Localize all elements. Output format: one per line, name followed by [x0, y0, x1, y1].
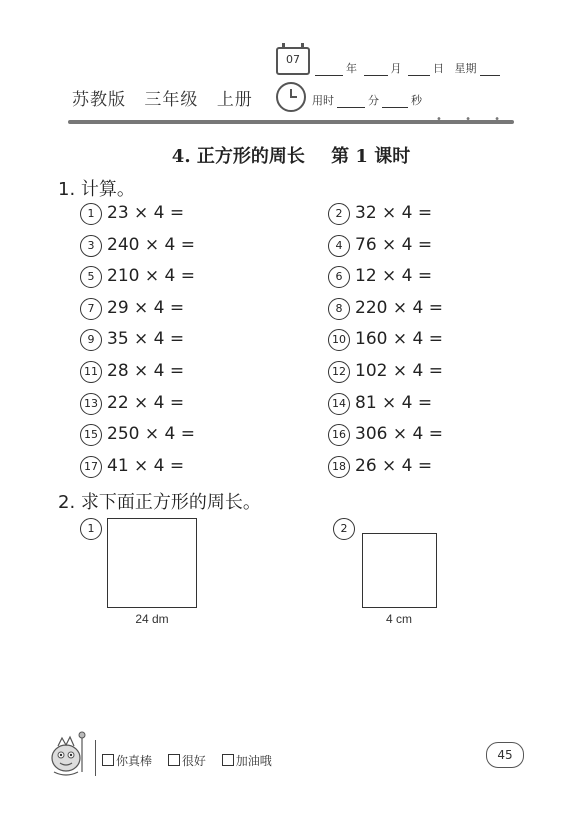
lesson-name: 4. 正方形的周长	[171, 146, 305, 167]
problem-item	[328, 329, 443, 351]
problem-expression: 35 × 4 =	[107, 329, 185, 350]
problem-item	[328, 361, 443, 383]
publisher-name: 苏教版	[72, 90, 126, 110]
minutes-label: 分	[368, 94, 379, 107]
problem-expression: 28 × 4 =	[107, 361, 185, 381]
problem-item	[80, 393, 184, 415]
problem-item	[328, 456, 432, 478]
problem-number: 18	[328, 456, 350, 478]
rating-option-great[interactable]	[102, 754, 152, 768]
question-1-heading: 1. 计算。	[58, 179, 135, 200]
problem-expression: 102 × 4 =	[355, 361, 443, 381]
problem-expression: 220 × 4 =	[355, 297, 443, 318]
square-2-number: 2	[333, 518, 355, 540]
problem-expression: 12 × 4 =	[355, 266, 433, 287]
grade-label: 三年级	[144, 90, 199, 110]
rating-label: 加油哦	[235, 754, 272, 768]
problem-number: 11	[80, 361, 102, 383]
publisher-line	[72, 85, 265, 110]
problem-expression: 29 × 4 =	[107, 297, 185, 318]
minutes-blank[interactable]	[337, 97, 365, 108]
problem-item	[80, 298, 184, 320]
square-2-side-label: 4 cm	[385, 612, 412, 626]
square-1-side-label: 24 dm	[135, 612, 169, 626]
month-blank[interactable]	[364, 65, 388, 76]
rating-label: 很好	[181, 754, 206, 768]
problem-item	[80, 235, 195, 257]
page-number: 45	[486, 742, 524, 768]
problem-expression: 81 × 4 =	[355, 392, 433, 413]
problem-number: 4	[328, 235, 350, 257]
problem-item	[328, 424, 443, 446]
mascot-icon	[44, 728, 92, 780]
problem-number: 1	[80, 203, 102, 225]
problem-item	[80, 329, 184, 351]
problem-number: 13	[80, 393, 102, 415]
square-1-label	[80, 518, 107, 540]
date-fill-line	[312, 60, 503, 76]
problem-number: 6	[328, 266, 350, 288]
problem-item	[328, 203, 432, 225]
square-2	[362, 533, 437, 608]
square-1-number: 1	[80, 518, 102, 540]
problem-expression: 210 × 4 =	[107, 266, 195, 287]
problem-item	[80, 266, 195, 288]
lesson-period: 第 1 课时	[331, 146, 411, 167]
problem-expression: 22 × 4 =	[107, 392, 185, 413]
problem-number: 16	[328, 424, 350, 446]
problem-item	[328, 298, 443, 320]
checkbox-icon[interactable]	[102, 754, 114, 766]
rating-option-good[interactable]	[168, 754, 206, 768]
time-fill-line	[312, 92, 422, 108]
clock-icon	[276, 82, 306, 112]
problem-number: 12	[328, 361, 350, 383]
question-2-heading: 2. 求下面正方形的周长。	[58, 492, 261, 513]
square-2-label	[333, 518, 360, 540]
problem-number: 8	[328, 298, 350, 320]
problem-item	[80, 456, 184, 478]
problem-expression: 250 × 4 =	[107, 424, 195, 445]
problem-item	[80, 424, 195, 446]
problem-expression: 76 × 4 =	[355, 234, 433, 255]
problem-expression: 306 × 4 =	[355, 424, 443, 445]
problem-item	[328, 266, 432, 288]
day-label: 日	[433, 62, 444, 75]
problem-expression: 240 × 4 =	[107, 234, 195, 255]
problem-number: 7	[80, 298, 102, 320]
calendar-icon-text: 07	[286, 53, 300, 66]
rating-label: 你真棒	[116, 754, 153, 768]
weekday-label: 星期	[454, 62, 477, 75]
problem-number: 17	[80, 456, 102, 478]
square-1	[107, 518, 197, 608]
problem-number: 2	[328, 203, 350, 225]
year-blank[interactable]	[315, 65, 343, 76]
checkbox-icon[interactable]	[222, 754, 234, 766]
problem-item	[328, 235, 432, 257]
footer-divider	[95, 740, 96, 776]
problem-number: 15	[80, 424, 102, 446]
problem-expression: 160 × 4 =	[355, 329, 443, 350]
lesson-title	[0, 142, 582, 168]
problem-item	[80, 361, 184, 383]
rating-option-keep-going[interactable]	[222, 754, 272, 768]
self-rating	[102, 752, 284, 769]
problem-expression: 26 × 4 =	[355, 455, 433, 476]
problem-expression: 32 × 4 =	[355, 203, 433, 223]
problem-number: 5	[80, 266, 102, 288]
weekday-blank[interactable]	[480, 65, 500, 76]
problem-number: 9	[80, 329, 102, 351]
seconds-blank[interactable]	[382, 97, 408, 108]
problem-expression: 23 × 4 =	[107, 203, 185, 223]
time-prefix: 用时	[312, 94, 334, 107]
problem-number: 3	[80, 235, 102, 257]
seconds-label: 秒	[411, 94, 422, 107]
calendar-icon	[276, 47, 310, 75]
problem-number: 10	[328, 329, 350, 351]
problem-expression: 41 × 4 =	[107, 455, 185, 476]
month-label: 月	[390, 62, 402, 75]
problem-item	[328, 393, 432, 415]
problem-item	[80, 203, 184, 225]
year-label: 年	[346, 62, 357, 75]
problem-number: 14	[328, 393, 350, 415]
volume-label: 上册	[216, 90, 253, 110]
day-blank[interactable]	[408, 65, 430, 76]
header-dots: • • •	[436, 114, 511, 125]
checkbox-icon[interactable]	[168, 754, 180, 766]
